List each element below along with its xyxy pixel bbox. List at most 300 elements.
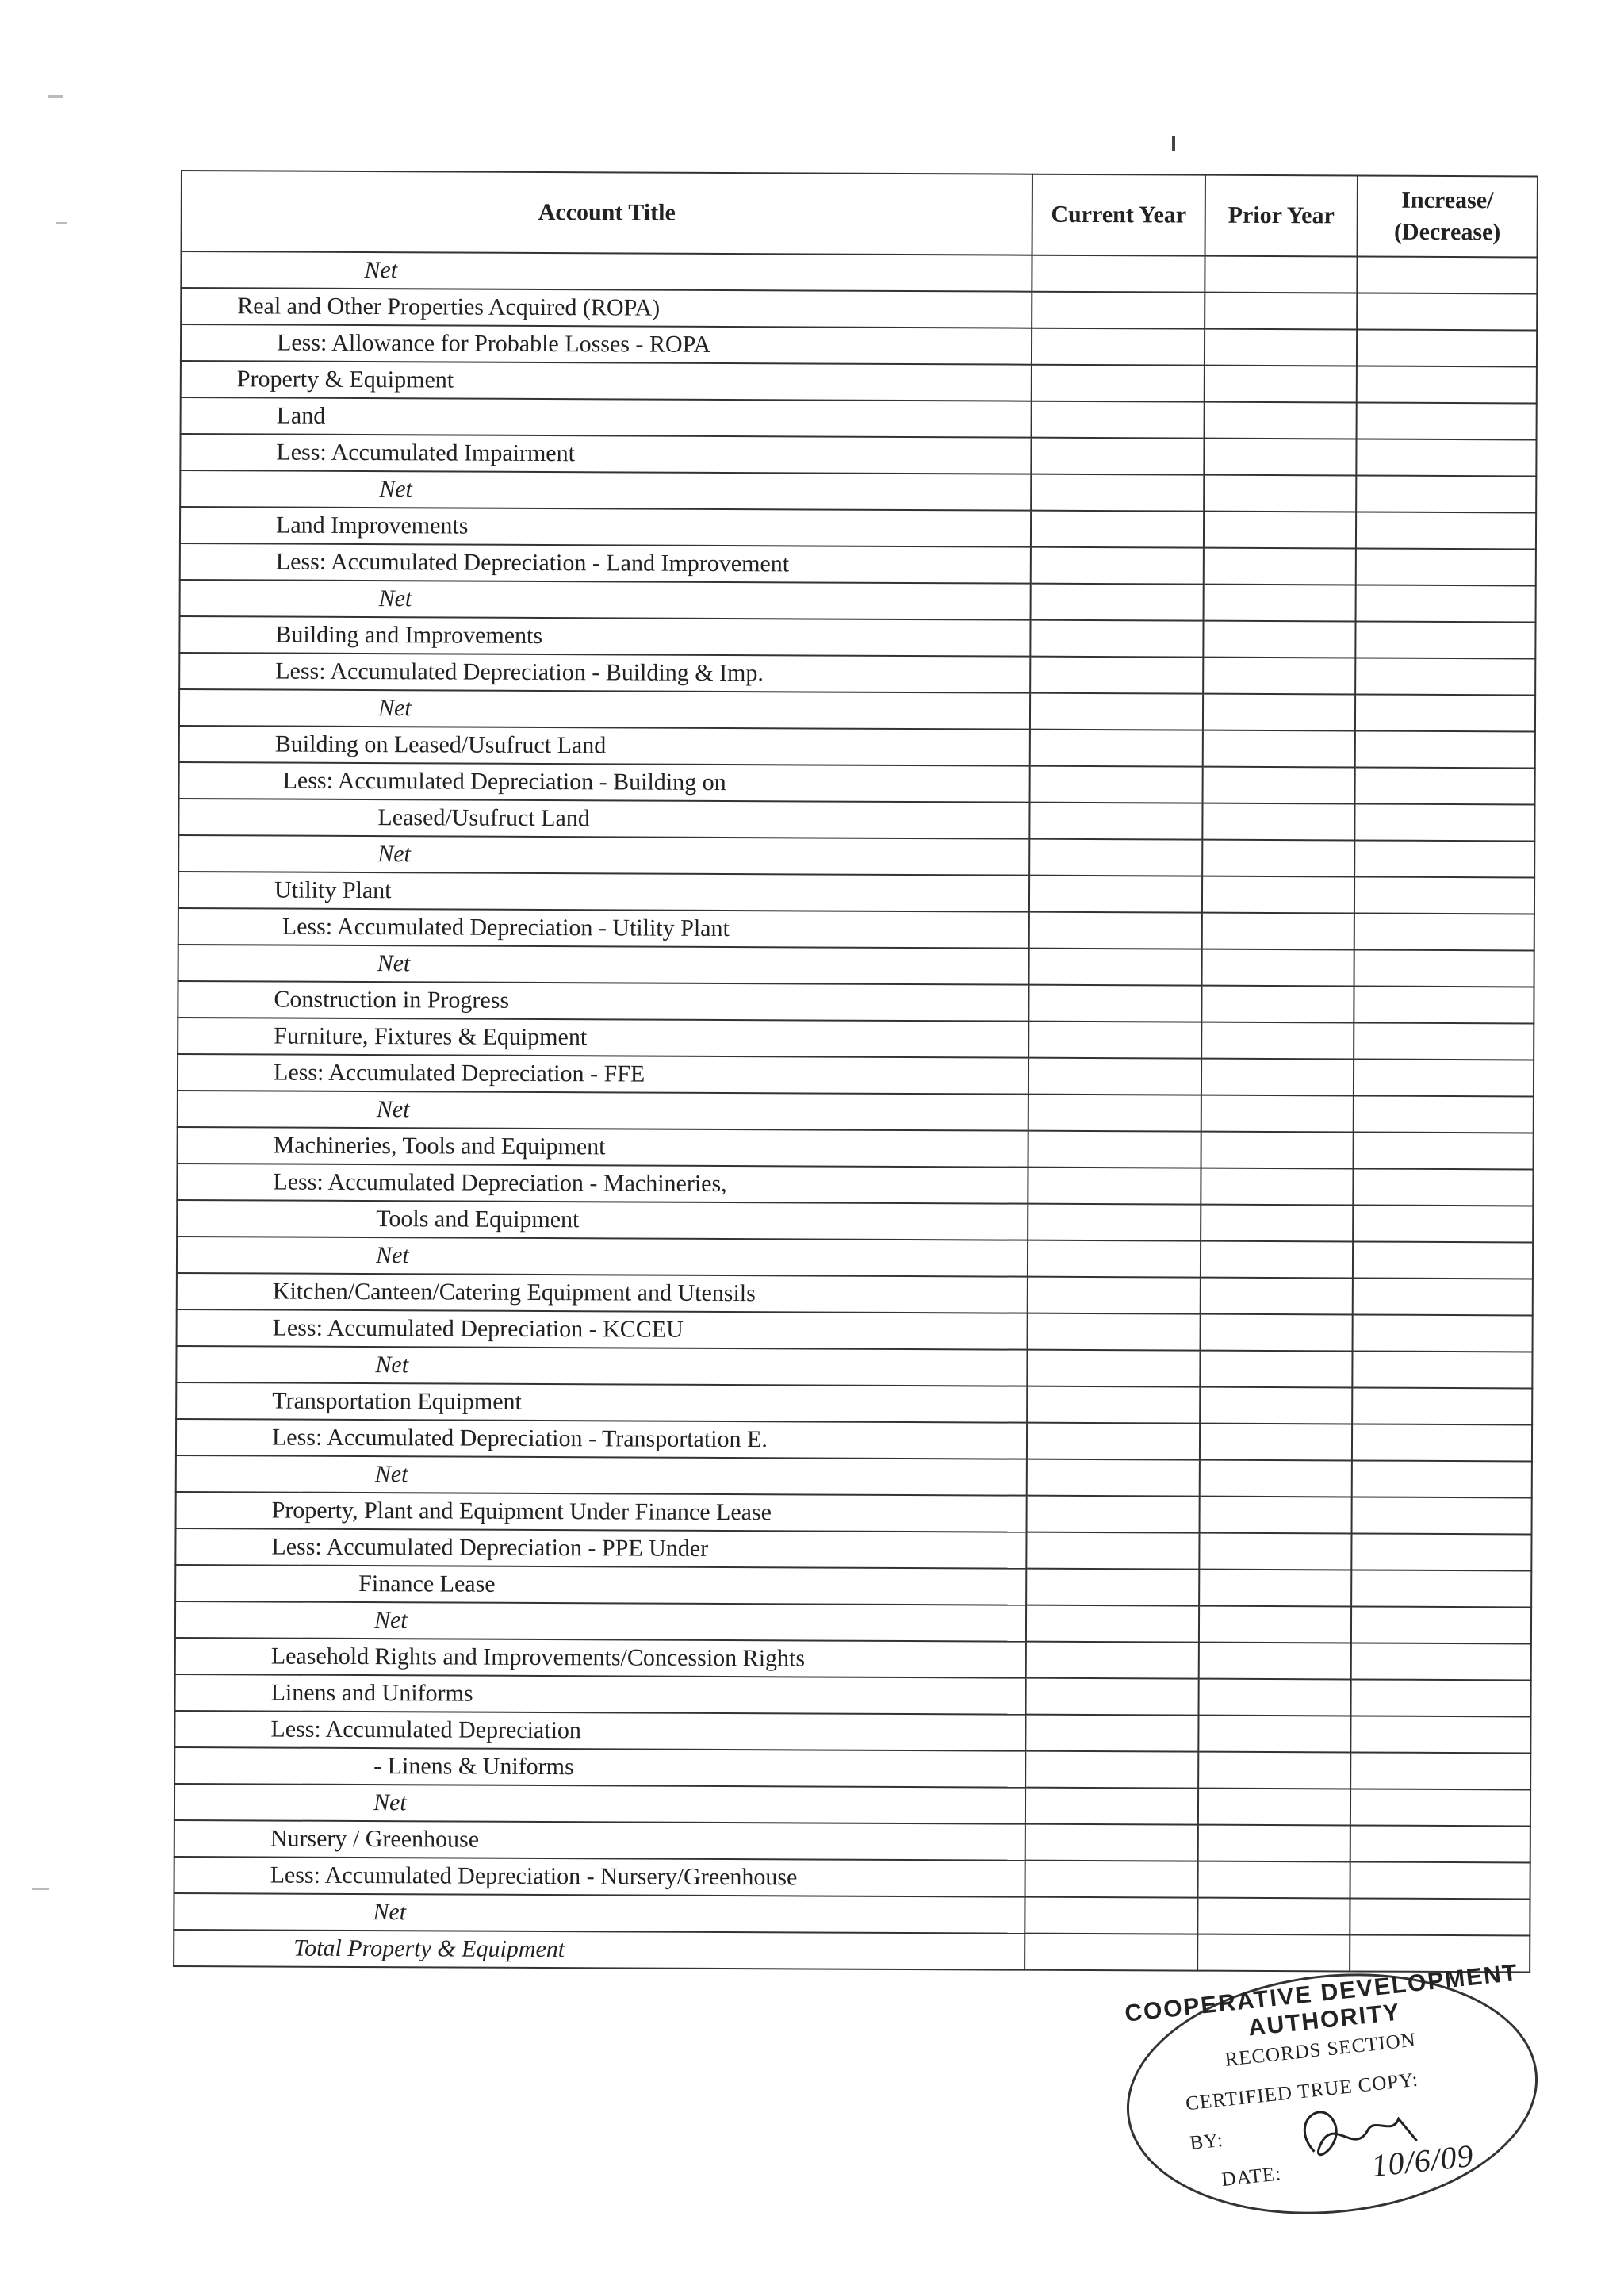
account-title-cell [179, 653, 1030, 693]
table-row [175, 1565, 1531, 1607]
increase-decrease-cell [1357, 402, 1537, 439]
account-title-cell [177, 1309, 1028, 1350]
account-title-cell [181, 251, 1032, 292]
account-title-cell [178, 1091, 1028, 1131]
account-title-cell [176, 1382, 1027, 1423]
increase-decrease-cell [1355, 694, 1535, 731]
account-title-cell [180, 543, 1031, 584]
account-title-label: Less: Accumulated Depreciation - Transportation E. [271, 1424, 768, 1453]
account-title-label: Net [377, 841, 411, 868]
current-year-cell [1026, 1678, 1199, 1716]
increase-decrease-cell [1357, 293, 1537, 330]
table-row [176, 1346, 1532, 1388]
increase-decrease-cell [1350, 1752, 1530, 1789]
account-title-label: Property & Equipment [236, 366, 454, 393]
increase-decrease-cell [1354, 876, 1534, 914]
prior-year-cell [1201, 1168, 1353, 1206]
account-title-cell [175, 1565, 1026, 1605]
prior-year-cell [1203, 730, 1355, 768]
account-title-cell [176, 1419, 1027, 1459]
increase-decrease-cell [1355, 730, 1535, 768]
table-row [174, 1784, 1530, 1826]
account-title-cell [175, 1528, 1026, 1569]
current-year-cell [1028, 1240, 1201, 1278]
account-title-label: Tools and Equipment [376, 1206, 580, 1233]
account-title-label: Less: Accumulated Depreciation - Utility Plant [282, 913, 730, 942]
account-title-label: Leasehold Rights and Improvements/Concession Rights [270, 1643, 806, 1672]
current-year-cell [1028, 985, 1201, 1022]
header-increase-line2: (Decrease) [1393, 218, 1501, 246]
account-title-label: Transportation Equipment [272, 1387, 523, 1415]
increase-decrease-cell [1356, 548, 1536, 585]
account-title-cell [178, 1054, 1028, 1095]
prior-year-cell [1202, 840, 1354, 877]
table-row [178, 1091, 1534, 1133]
table-row [178, 945, 1534, 987]
current-year-cell [1031, 511, 1204, 548]
table-row [174, 1930, 1530, 1972]
increase-decrease-cell [1352, 1460, 1532, 1497]
scan-speck [56, 222, 67, 224]
prior-year-cell [1203, 658, 1355, 695]
table-row [178, 835, 1534, 877]
increase-decrease-cell [1353, 1314, 1533, 1352]
table-row [178, 1018, 1534, 1060]
account-title-cell [179, 616, 1030, 657]
account-title-cell [174, 1857, 1025, 1897]
increase-decrease-cell [1355, 621, 1535, 658]
header-account-title: Account Title [182, 171, 1032, 255]
account-title-cell [174, 1820, 1025, 1861]
current-year-cell [1026, 1569, 1199, 1606]
increase-decrease-cell [1356, 475, 1536, 512]
current-year-cell [1031, 438, 1204, 475]
prior-year-cell [1203, 767, 1355, 804]
account-title-cell [177, 1164, 1028, 1204]
account-title-label: Less: Accumulated Depreciation [270, 1716, 582, 1744]
increase-decrease-cell [1352, 1387, 1532, 1424]
current-year-cell [1028, 1313, 1201, 1351]
account-title-cell [176, 1492, 1027, 1532]
stamp-date-value: 10/6/09 [1369, 2137, 1476, 2184]
table-row [181, 324, 1537, 366]
current-year-cell [1025, 1861, 1198, 1898]
prior-year-cell [1202, 913, 1354, 950]
increase-decrease-cell [1354, 1132, 1534, 1169]
current-year-cell [1026, 1605, 1199, 1643]
current-year-cell [1026, 1532, 1199, 1570]
increase-decrease-cell [1357, 366, 1537, 403]
account-title-cell [178, 1018, 1028, 1058]
prior-year-cell [1203, 694, 1355, 731]
prior-year-cell [1205, 293, 1357, 330]
account-title-cell [175, 1601, 1026, 1642]
increase-decrease-cell [1356, 439, 1536, 476]
account-title-cell [178, 835, 1029, 876]
account-title-cell [174, 1784, 1025, 1824]
account-title-cell [176, 1455, 1027, 1496]
header-current-year: Current Year [1032, 174, 1205, 256]
increase-decrease-cell [1351, 1533, 1531, 1570]
increase-decrease-cell [1353, 1168, 1533, 1206]
prior-year-cell [1197, 1898, 1350, 1935]
prior-year-cell [1201, 1278, 1353, 1315]
prior-year-cell [1202, 876, 1354, 914]
account-title-cell [174, 1711, 1025, 1751]
table-row [174, 1857, 1530, 1899]
table-row [178, 908, 1534, 950]
account-title-label: Less: Accumulated Depreciation - KCCEU [272, 1314, 684, 1343]
account-title-label: Less: Accumulated Depreciation - Building on [282, 767, 726, 796]
account-title-cell [178, 981, 1028, 1022]
account-title-label: Total Property & Equipment [293, 1934, 565, 1963]
prior-year-cell [1199, 1606, 1351, 1643]
table-row [178, 1127, 1534, 1169]
prior-year-cell [1204, 585, 1356, 622]
stamp-certified: CERTIFIED TRUE COPY: [1184, 2069, 1420, 2115]
account-title-label: Net [373, 1789, 407, 1816]
account-title-cell [174, 1893, 1025, 1934]
increase-decrease-cell [1350, 1861, 1530, 1899]
account-title-cell [180, 507, 1031, 547]
current-year-cell [1025, 1824, 1198, 1861]
prior-year-cell [1198, 1789, 1350, 1826]
table-row [179, 689, 1535, 731]
current-year-cell [1028, 1022, 1201, 1059]
table-body [174, 251, 1537, 1972]
table-row [176, 1382, 1532, 1424]
account-title-label: Leased/Usufruct Land [377, 804, 590, 832]
account-title-label: Utility Plant [274, 876, 392, 904]
current-year-cell [1030, 730, 1203, 767]
table-row [177, 1164, 1533, 1206]
table-row [174, 1711, 1530, 1753]
table-row [179, 726, 1535, 768]
current-year-cell [1027, 1423, 1200, 1460]
increase-decrease-cell [1355, 767, 1535, 804]
stamp-records-section: RECORDS SECTION [1224, 2029, 1418, 2071]
account-title-cell [175, 1638, 1026, 1678]
prior-year-cell [1199, 1643, 1351, 1680]
account-title-cell [178, 872, 1029, 912]
account-title-cell [181, 361, 1032, 401]
account-title-cell [177, 1273, 1028, 1313]
table-row [174, 1893, 1530, 1935]
current-year-cell [1025, 1897, 1197, 1934]
current-year-cell [1031, 547, 1204, 585]
increase-decrease-cell [1354, 1022, 1534, 1060]
current-year-cell [1030, 766, 1203, 803]
account-title-label: Net [364, 257, 398, 284]
table-row [175, 1674, 1531, 1716]
prior-year-cell [1202, 949, 1354, 987]
header-increase-decrease [1358, 175, 1538, 257]
prior-year-cell [1200, 1424, 1352, 1461]
increase-decrease-cell [1354, 949, 1534, 987]
prior-year-cell [1205, 366, 1357, 403]
account-title-label: Finance Lease [358, 1570, 496, 1597]
current-year-cell [1032, 292, 1205, 329]
current-year-cell [1030, 693, 1203, 730]
table-row [177, 1309, 1533, 1352]
account-title-cell [180, 470, 1031, 511]
account-title-label: Machineries, Tools and Equipment [273, 1132, 606, 1160]
table-row [176, 1419, 1532, 1461]
prior-year-cell [1200, 1460, 1352, 1497]
account-title-cell [177, 1237, 1028, 1277]
table-row [177, 1237, 1533, 1279]
signature-icon [1277, 2083, 1444, 2194]
account-title-label: Less: Accumulated Depreciation - Land Improvement [275, 548, 790, 577]
increase-decrease-cell [1351, 1643, 1531, 1680]
account-title-cell [177, 1200, 1028, 1240]
current-year-cell [1026, 1642, 1199, 1679]
table-row [181, 251, 1537, 293]
prior-year-cell [1204, 439, 1356, 476]
prior-year-cell [1205, 329, 1357, 366]
account-title-cell [176, 1346, 1027, 1386]
table-row [178, 799, 1534, 841]
table-row [180, 434, 1536, 476]
increase-decrease-cell [1354, 986, 1534, 1023]
current-year-cell [1029, 876, 1202, 913]
prior-year-cell [1198, 1861, 1350, 1899]
prior-year-cell [1201, 1241, 1353, 1279]
account-title-label: Property, Plant and Equipment Under Finance Lease [271, 1497, 772, 1526]
prior-year-cell [1201, 986, 1354, 1023]
header-prior-year: Prior Year [1205, 175, 1358, 257]
prior-year-cell [1201, 1205, 1353, 1242]
current-year-cell [1028, 1168, 1201, 1205]
account-title-label: Furniture, Fixtures & Equipment [274, 1022, 588, 1051]
account-title-label: Net [375, 1242, 409, 1269]
current-year-cell [1029, 912, 1202, 949]
prior-year-cell [1205, 402, 1357, 439]
prior-year-cell [1202, 803, 1354, 841]
table-row [179, 653, 1535, 695]
increase-decrease-cell [1354, 913, 1534, 950]
account-title-label: Net [377, 695, 412, 722]
scan-speck [48, 95, 63, 98]
table-row [176, 1455, 1532, 1497]
increase-decrease-cell [1357, 329, 1537, 366]
account-title-label: Nursery / Greenhouse [270, 1825, 480, 1853]
table-row [180, 580, 1536, 622]
table-row [180, 543, 1536, 585]
table-row [175, 1601, 1531, 1643]
increase-decrease-cell [1350, 1898, 1530, 1935]
table-row [181, 397, 1537, 439]
increase-decrease-cell [1350, 1789, 1530, 1826]
table-row [179, 616, 1535, 658]
increase-decrease-cell [1351, 1570, 1531, 1607]
table-row [177, 1200, 1533, 1242]
prior-year-cell [1201, 1132, 1354, 1169]
current-year-cell [1027, 1459, 1200, 1497]
prior-year-cell [1198, 1716, 1350, 1753]
increase-decrease-cell [1350, 1716, 1530, 1753]
account-title-cell [178, 945, 1029, 985]
account-title-label: Less: Accumulated Depreciation - Machineries, [273, 1168, 727, 1198]
increase-decrease-cell [1354, 803, 1534, 841]
table-row [181, 361, 1537, 403]
financial-statement-table [173, 170, 1538, 1973]
account-title-label: Land Improvements [275, 512, 469, 539]
table-row [180, 470, 1536, 512]
increase-decrease-cell [1350, 1825, 1530, 1862]
current-year-cell [1025, 1788, 1198, 1825]
increase-decrease-cell [1354, 1095, 1534, 1133]
current-year-cell [1031, 584, 1204, 621]
increase-decrease-cell [1352, 1351, 1532, 1388]
prior-year-cell [1199, 1533, 1351, 1570]
current-year-cell [1027, 1386, 1200, 1424]
account-title-cell [174, 1930, 1025, 1970]
current-year-cell [1029, 949, 1202, 986]
account-title-cell [178, 908, 1029, 949]
current-year-cell [1032, 328, 1205, 366]
scan-speck [32, 1888, 49, 1890]
current-year-cell [1028, 1277, 1201, 1314]
account-title-label: Less: Accumulated Depreciation - PPE Under [271, 1533, 709, 1562]
account-title-label: Linens and Uniforms [270, 1679, 473, 1707]
account-title-label: Net [376, 1096, 410, 1123]
stamp-arc-text: COOPERATIVE DEVELOPMENT AUTHORITY [1123, 1959, 1520, 2042]
current-year-cell [1028, 1095, 1201, 1132]
table-row [175, 1528, 1531, 1570]
account-title-label: Less: Accumulated Depreciation - FFE [273, 1059, 645, 1087]
increase-decrease-cell [1354, 1059, 1534, 1096]
increase-decrease-cell [1354, 840, 1534, 877]
account-title-label: Net [377, 950, 411, 977]
table-row [180, 507, 1536, 549]
prior-year-cell [1201, 1059, 1354, 1096]
account-title-label: Net [378, 585, 412, 612]
account-title-cell [178, 1127, 1028, 1168]
current-year-cell [1025, 1751, 1198, 1789]
current-year-cell [1027, 1350, 1200, 1387]
prior-year-cell [1200, 1387, 1352, 1424]
account-title-cell [178, 799, 1029, 839]
account-title-cell [181, 397, 1032, 438]
table-row [178, 872, 1534, 914]
prior-year-cell [1198, 1752, 1350, 1789]
current-year-cell [1032, 365, 1205, 402]
current-year-cell [1029, 803, 1202, 840]
account-title-label: Kitchen/Canteen/Catering Equipment and Utensils [272, 1278, 756, 1307]
increase-decrease-cell [1351, 1606, 1531, 1643]
increase-decrease-cell [1351, 1679, 1531, 1716]
prior-year-cell [1198, 1825, 1350, 1862]
account-title-cell [174, 1747, 1025, 1788]
account-title-label: Net [374, 1461, 408, 1488]
account-title-cell [179, 762, 1030, 803]
account-title-label: Less: Accumulated Depreciation - Building & Imp. [275, 658, 764, 687]
current-year-cell [1031, 474, 1204, 512]
account-title-cell [180, 580, 1031, 620]
account-title-cell [180, 434, 1031, 474]
increase-decrease-cell [1352, 1497, 1532, 1534]
account-title-label: Building on Leased/Usufruct Land [274, 730, 607, 759]
prior-year-cell [1197, 1934, 1350, 1972]
table-row [178, 981, 1534, 1023]
account-title-label: Land [276, 402, 326, 429]
header-increase-line1: Increase/ [1401, 186, 1494, 214]
increase-decrease-cell [1353, 1205, 1533, 1242]
increase-decrease-cell [1356, 585, 1536, 622]
certified-true-copy-stamp [1115, 1954, 1550, 2234]
account-title-label: Building and Improvements [275, 621, 543, 649]
increase-decrease-cell [1355, 658, 1535, 695]
account-title-cell [175, 1674, 1026, 1715]
increase-decrease-cell [1353, 1278, 1533, 1315]
current-year-cell [1027, 1496, 1200, 1533]
account-title-cell [181, 324, 1032, 365]
account-title-label: Less: Allowance for Probable Losses - ROPA [276, 329, 711, 358]
account-title-label: Net [379, 476, 412, 503]
account-title-label: Construction in Progress [274, 986, 510, 1014]
prior-year-cell [1199, 1570, 1351, 1607]
current-year-cell [1030, 620, 1203, 658]
account-title-cell [179, 726, 1030, 766]
prior-year-cell [1199, 1679, 1351, 1716]
stamp-by: BY: [1189, 2129, 1225, 2155]
prior-year-cell [1201, 1314, 1353, 1352]
table-row [175, 1638, 1531, 1680]
account-title-label: Net [373, 1607, 408, 1634]
prior-year-cell [1204, 475, 1356, 512]
current-year-cell [1028, 1204, 1201, 1241]
current-year-cell [1029, 839, 1202, 876]
header-row [182, 171, 1538, 257]
table-row [179, 762, 1535, 804]
prior-year-cell [1201, 1095, 1354, 1133]
increase-decrease-cell [1353, 1241, 1533, 1279]
current-year-cell [1030, 657, 1203, 694]
table-row [178, 1054, 1534, 1096]
table-row [177, 1273, 1533, 1315]
prior-year-cell [1200, 1497, 1352, 1534]
current-year-cell [1025, 1715, 1198, 1752]
current-year-cell [1032, 255, 1205, 293]
account-title-cell [181, 288, 1032, 328]
prior-year-cell [1203, 621, 1355, 658]
table-row [174, 1747, 1530, 1789]
account-title-label: Less: Accumulated Impairment [276, 439, 576, 467]
stamp-date: DATE: [1220, 2163, 1283, 2191]
account-title-label: Net [373, 1899, 407, 1926]
account-title-label: Net [375, 1352, 409, 1378]
table-row [181, 288, 1537, 330]
current-year-cell [1028, 1131, 1201, 1168]
account-title-cell [179, 689, 1030, 730]
prior-year-cell [1204, 512, 1356, 549]
prior-year-cell [1201, 1022, 1354, 1060]
prior-year-cell [1204, 548, 1356, 585]
current-year-cell [1032, 401, 1205, 439]
table-row [176, 1492, 1532, 1534]
table-row [174, 1820, 1530, 1862]
current-year-cell [1025, 1934, 1197, 1971]
prior-year-cell [1205, 256, 1357, 293]
account-title-label: Less: Accumulated Depreciation - Nursery/Greenhouse [270, 1861, 798, 1891]
increase-decrease-cell [1356, 512, 1536, 549]
increase-decrease-cell [1357, 256, 1537, 293]
account-title-label: - Linens & Uniforms [373, 1753, 574, 1781]
current-year-cell [1028, 1058, 1201, 1095]
prior-year-cell [1200, 1351, 1352, 1388]
increase-decrease-cell [1352, 1424, 1532, 1461]
